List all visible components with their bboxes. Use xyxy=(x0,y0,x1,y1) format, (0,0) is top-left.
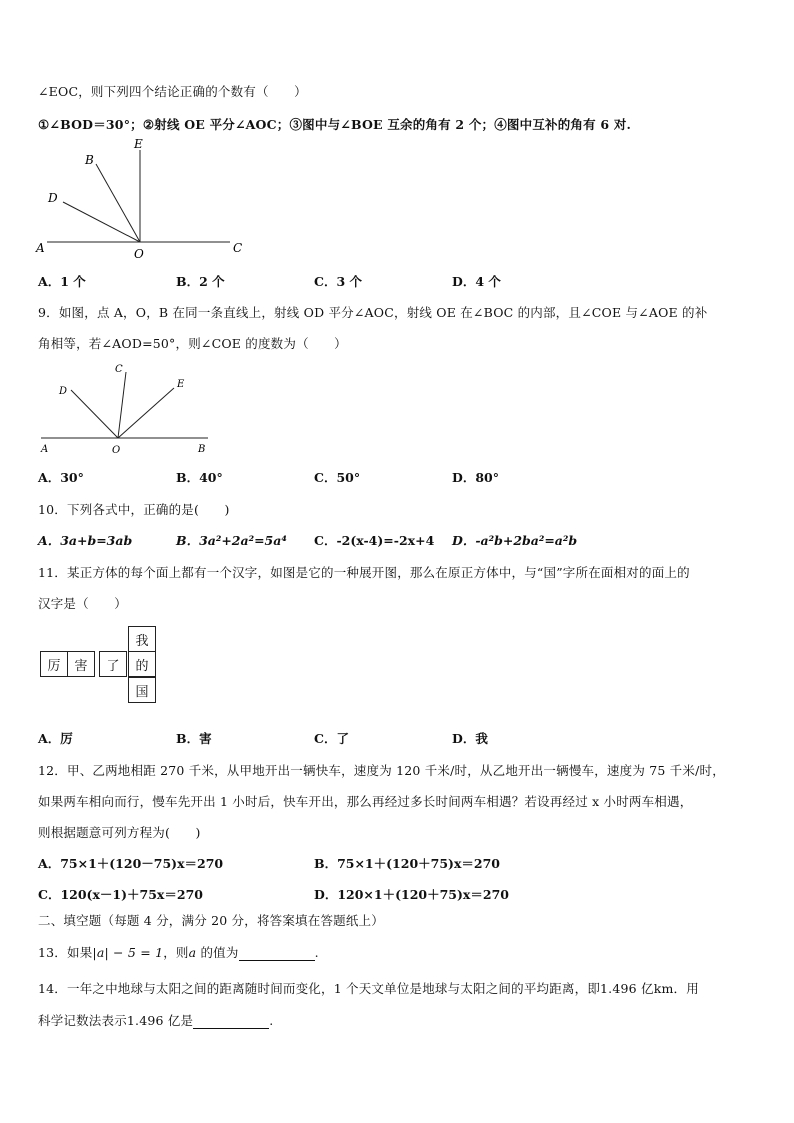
net-cell-guo: 国 xyxy=(128,677,156,703)
q9-label-b: B xyxy=(198,444,206,455)
q8-option-b[interactable]: B．2 个 xyxy=(176,274,225,289)
q11-option-d[interactable]: D．我 xyxy=(452,731,488,746)
q13-equation: |a| − 5 = 1 xyxy=(92,945,164,960)
q13-end: . xyxy=(314,945,319,960)
q11-option-b[interactable]: B．害 xyxy=(176,731,212,746)
net-cell-de: 的 xyxy=(128,651,156,677)
q8-option-d[interactable]: D．4 个 xyxy=(452,274,501,289)
q8-stem-line1: ∠EOC，则下列四个结论正确的个数有（ ） xyxy=(38,84,307,99)
q12-option-b[interactable]: B．75×1＋(120＋75)x＝270 xyxy=(314,856,500,871)
q9-label-c: C xyxy=(115,364,123,375)
section-heading-fill-in: 二、填空题（每题 4 分，满分 20 分，将答案填在答题纸上） xyxy=(38,913,384,928)
q10-option-c[interactable]: C．-2(x-4)=-2x+4 xyxy=(314,533,435,548)
q8-option-a[interactable]: A．1 个 xyxy=(38,274,86,289)
net-cell-hai: 害 xyxy=(67,651,95,677)
q9-stem-line2: 角相等，若∠AOD=50°，则∠COE 的度数为（ ） xyxy=(38,336,347,351)
q8-label-d: D xyxy=(48,191,58,205)
q9-ray-od xyxy=(71,390,118,438)
q9-option-c[interactable]: C．50° xyxy=(314,470,361,485)
q9-figure xyxy=(36,360,216,460)
q10-option-d[interactable]: D．-a²b+2ba²=a²b xyxy=(452,533,578,548)
q12-option-c[interactable]: C．120(x－1)＋75x＝270 xyxy=(38,887,203,902)
q14-stem-line2 xyxy=(38,1011,273,1029)
net-cell-li: 厉 xyxy=(40,651,68,677)
q13-answer-blank[interactable] xyxy=(239,948,315,961)
q8-label-b: B xyxy=(85,153,94,167)
q13-middle: ，则 xyxy=(163,945,189,960)
q9-ray-oc xyxy=(118,372,126,438)
net-cell-wo: 我 xyxy=(128,626,156,652)
q9-label-e: E xyxy=(177,379,185,390)
q10-option-a[interactable]: A．3a+b=3ab xyxy=(38,533,133,548)
net-cell-le: 了 xyxy=(99,651,127,677)
q8-conclusions: ①∠BOD＝30°；②射线 OE 平分∠AOC；③图中与∠BOE 互余的角有 2 个；④图中互补的角有 6 对. xyxy=(38,117,632,132)
q11-option-c[interactable]: C．了 xyxy=(314,731,349,746)
q8-option-c[interactable]: C．3 个 xyxy=(314,274,362,289)
q9-label-o: O xyxy=(112,445,121,456)
q9-label-a: A xyxy=(41,444,49,455)
q8-figure xyxy=(30,134,260,264)
q13-var: a xyxy=(188,945,197,960)
q8-label-a: A xyxy=(36,241,45,255)
q13-prefix: 13．如果 xyxy=(38,945,93,960)
q12-option-d[interactable]: D．120×1＋(120＋75)x＝270 xyxy=(314,887,509,902)
q8-label-e: E xyxy=(134,137,143,151)
q14-line2-end: . xyxy=(269,1013,274,1028)
q11-option-a[interactable]: A．厉 xyxy=(38,731,73,746)
q8-label-c: C xyxy=(233,241,243,255)
q14-stem-line1: 14．一年之中地球与太阳之间的距离随时间而变化，1 个天文单位是地球与太阳之间的平均距离，即1.496 亿km．用 xyxy=(38,981,699,996)
q9-ray-oe xyxy=(118,388,174,438)
q12-stem-line3: 则根据题意可列方程为( ) xyxy=(38,825,201,840)
q13-suffix: 的值为 xyxy=(196,945,239,960)
q9-option-b[interactable]: B．40° xyxy=(176,470,223,485)
q9-option-d[interactable]: D．80° xyxy=(452,470,499,485)
q12-option-a[interactable]: A．75×1＋(120－75)x＝270 xyxy=(38,856,224,871)
q13-stem xyxy=(38,943,319,961)
q11-stem-line2: 汉字是（ ） xyxy=(38,596,127,611)
q8-label-o: O xyxy=(134,247,144,261)
q9-option-a[interactable]: A．30° xyxy=(38,470,84,485)
q12-stem-line1: 12．甲、乙两地相距 270 千米，从甲地开出一辆快车，速度为 120 千米/时，从乙地开出一辆慢车，速度为 75 千米/时， xyxy=(38,763,725,778)
q10-option-b[interactable]: B．3a²+2a²=5a⁴ xyxy=(176,533,287,548)
q14-line2-prefix: 科学记数法表示1.496 亿是 xyxy=(38,1013,194,1028)
q14-answer-blank[interactable] xyxy=(193,1016,269,1029)
q9-stem-line1: 9．如图，点 A，O，B 在同一条直线上，射线 OD 平分∠AOC，射线 OE 在∠BOC 的内部，且∠COE 与∠AOE 的补 xyxy=(38,305,708,320)
q12-stem-line2: 如果两车相向而行，慢车先开出 1 小时后，快车开出，那么再经过多长时间两车相遇？若设再经过 x 小时两车相遇， xyxy=(38,794,693,809)
q11-stem-line1: 11．某正方体的每个面上都有一个汉字，如图是它的一种展开图，那么在原正方体中，与“国”字所在面相对的面上的 xyxy=(38,565,690,580)
q10-stem: 10．下列各式中，正确的是( ) xyxy=(38,502,230,517)
q9-label-d: D xyxy=(59,386,68,397)
